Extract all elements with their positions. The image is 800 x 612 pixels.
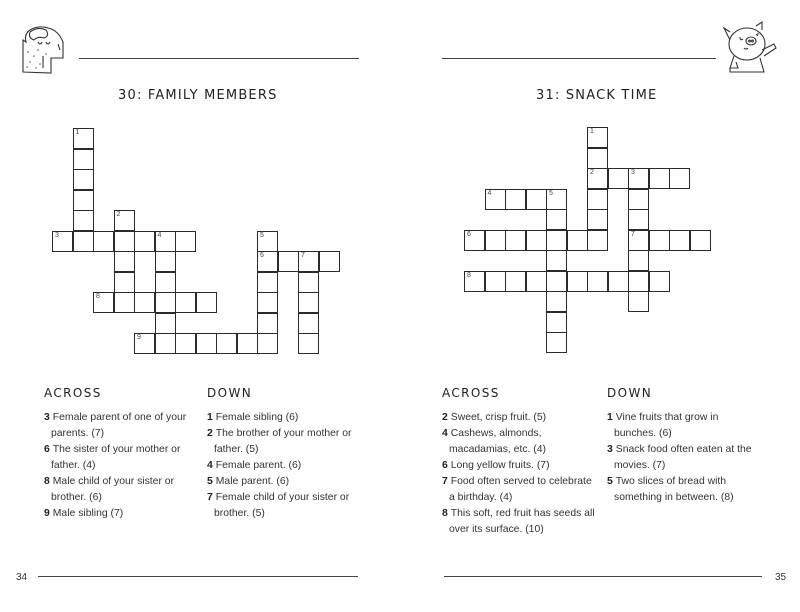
footer-rule [444, 576, 762, 577]
clue-across-2: 2 Sweet, crisp fruit. (5) [442, 412, 547, 423]
clue-number: 5 [260, 231, 264, 239]
clue-number: 1 [590, 128, 594, 135]
across-clues [442, 410, 600, 538]
clue-number: 8 [96, 293, 100, 300]
grid-cell[interactable] [546, 209, 567, 230]
grid-cell[interactable] [546, 291, 567, 312]
grid-cell[interactable] [587, 271, 608, 292]
header-rule [442, 58, 716, 59]
clue-across-8: 8 This soft, red fruit has seeds all over its surface. (10) [442, 508, 595, 535]
grid-cell[interactable] [505, 230, 526, 251]
grid-cell[interactable] [628, 271, 649, 292]
clue-down-1: 1 Female sibling (6) [207, 412, 299, 423]
across-heading: ACROSS [442, 386, 500, 400]
clue-across-7: 7 Food often served to celebrate a birthday. (4) [442, 476, 592, 503]
page-number: 35 [775, 572, 787, 583]
clue-down-4: 4 Female parent. (6) [207, 460, 302, 471]
grid-cell[interactable] [587, 148, 608, 169]
grid-cell[interactable] [485, 271, 506, 292]
clue-number: 3 [631, 169, 635, 176]
clue-number: 4 [157, 231, 162, 239]
down-heading: DOWN [207, 386, 253, 400]
grid-cell[interactable] [526, 271, 547, 292]
grid-cell[interactable] [628, 189, 649, 210]
clue-number: 6 [260, 252, 264, 259]
puzzle-title: 30: FAMILY MEMBERS [118, 88, 278, 103]
footer-rule [38, 576, 358, 577]
grid-cell[interactable] [485, 189, 506, 210]
grid-cell[interactable] [587, 168, 608, 189]
clue-across-3: 3 Female parent of one of your parents. (7) [44, 412, 187, 439]
grid-cell[interactable] [628, 209, 649, 230]
clue-number: 3 [55, 231, 59, 239]
clue-across-9: 9 Male sibling (7) [44, 508, 124, 519]
clue-number: 9 [137, 334, 141, 341]
grid-cell[interactable] [587, 230, 608, 251]
grid-cell[interactable] [546, 312, 567, 333]
clue-number: 7 [301, 252, 305, 259]
across-clues [44, 410, 194, 522]
grid-cell[interactable] [690, 230, 711, 251]
grid-cell[interactable] [608, 271, 629, 292]
grid-cell[interactable] [587, 209, 608, 230]
grid-cell[interactable] [464, 230, 485, 251]
grid-cell[interactable] [649, 168, 670, 189]
clue-across-6: 6 The sister of your mother or father. (4) [44, 444, 181, 471]
grid-cell[interactable] [628, 250, 649, 271]
grid-cell[interactable] [526, 230, 547, 251]
grid-cell[interactable] [546, 332, 567, 353]
down-clues [607, 410, 757, 506]
page-number: 34 [16, 572, 28, 583]
grid-cell[interactable] [628, 230, 649, 251]
grid-cell[interactable] [649, 271, 670, 292]
puzzle-title: 31: SNACK TIME [536, 88, 658, 103]
clue-down-3: 3 Snack food often eaten at the movies. (7) [607, 444, 752, 471]
grid-cell[interactable] [485, 230, 506, 251]
clue-number: 8 [467, 271, 471, 279]
clue-down-2: 2 The brother of your mother or father. (5) [207, 428, 352, 455]
clue-down-5: 5 Two slices of bread with something in between. (8) [607, 476, 734, 503]
down-heading: DOWN [607, 386, 653, 400]
grid-cell[interactable] [628, 168, 649, 189]
clue-across-4: 4 Cashews, almonds, macadamias, etc. (4) [442, 428, 547, 455]
clue-number: 1 [75, 129, 80, 136]
clue-across-6: 6 Long yellow fruits. (7) [442, 460, 550, 471]
clue-number: 5 [549, 189, 553, 197]
grid-cell[interactable] [464, 271, 485, 292]
clue-down-7: 7 Female child of your sister or brother. (5) [207, 492, 350, 519]
clue-across-8: 8 Male child of your sister or brother. (6) [44, 476, 175, 503]
grid-cell[interactable] [546, 250, 567, 271]
grid-cell[interactable] [505, 189, 526, 210]
grid-cell[interactable] [628, 291, 649, 312]
clue-number: 7 [631, 230, 635, 238]
grid-cell[interactable] [587, 127, 608, 148]
grid-cell[interactable] [526, 189, 547, 210]
grid-cell[interactable] [546, 230, 567, 251]
clue-down-1: 1 Vine fruits that grow in bunches. (6) [607, 412, 719, 439]
grid-cell[interactable] [567, 271, 588, 292]
grid-cell[interactable] [587, 189, 608, 210]
clue-down-5: 5 Male parent. (6) [207, 476, 290, 487]
pig-icon [720, 20, 782, 76]
clue-number: 6 [467, 230, 471, 238]
grid-cell[interactable] [669, 230, 690, 251]
grid-cell[interactable] [608, 168, 629, 189]
across-heading: ACROSS [44, 386, 102, 400]
down-clues [207, 410, 362, 522]
clue-number: 2 [116, 211, 121, 218]
right-page [400, 0, 800, 612]
grid-cell[interactable] [546, 189, 567, 210]
grid-cell[interactable] [546, 271, 567, 292]
clue-number: 4 [487, 189, 492, 197]
grid-cell[interactable] [669, 168, 690, 189]
clue-number: 2 [590, 169, 594, 176]
grid-cell[interactable] [649, 230, 670, 251]
grid-cell[interactable] [567, 230, 588, 251]
grid-cell[interactable] [505, 271, 526, 292]
